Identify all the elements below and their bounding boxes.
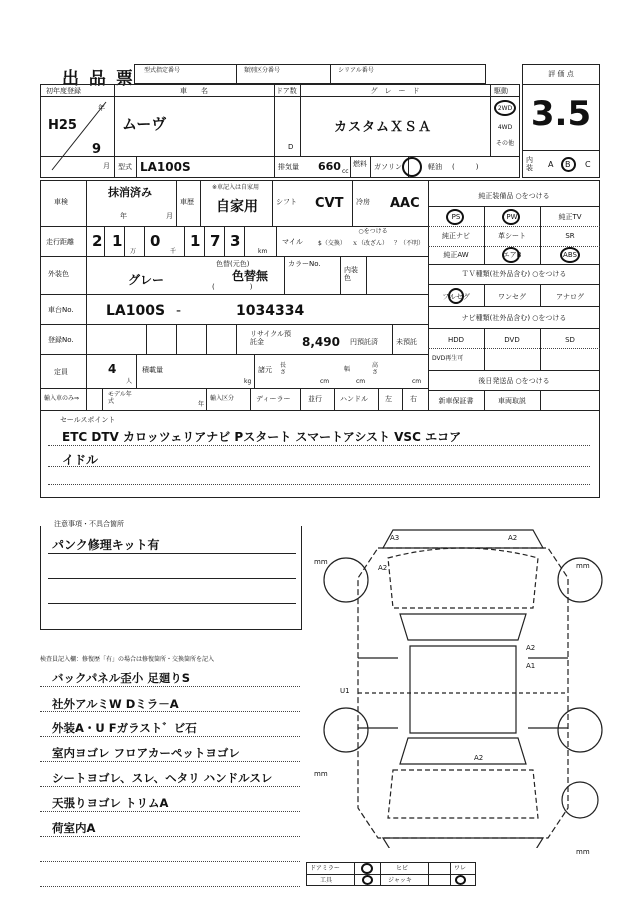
- insp-7: 荷室内A: [52, 821, 96, 835]
- windshield: [400, 614, 526, 640]
- year-suffix: 年: [98, 104, 105, 112]
- dvd-play: DVD再生可: [432, 355, 464, 362]
- sales-line-2: イドル: [62, 453, 99, 467]
- insp-6: 天張りヨゴレ トリムA: [52, 796, 169, 810]
- deposit-done: 円預託済: [350, 338, 378, 346]
- wheel-rr: [558, 708, 602, 752]
- hei-label: 高さ: [372, 362, 379, 376]
- tv-fullseg: フルセグ: [442, 293, 470, 301]
- eq-aw: 純正AW: [443, 251, 469, 259]
- fuel-other: ( ): [452, 163, 479, 171]
- wheel-fl: [324, 558, 368, 602]
- eq-leather: 革シート: [498, 232, 526, 240]
- odo-d6: 3: [230, 232, 241, 250]
- drive-4wd: 4WD: [497, 124, 513, 131]
- roof: [410, 646, 516, 733]
- inspect-month: 月: [166, 212, 173, 220]
- equip-title: 純正装備品 ○をつける: [478, 192, 550, 200]
- tv-title: ＴＶ種類(社外品含む) ○をつける: [461, 270, 567, 278]
- jack-ok-circle: [455, 875, 466, 885]
- mark-a2-fl: A2: [378, 564, 388, 572]
- import-kind-label: 輸入区分: [210, 395, 235, 402]
- eq-airbag: エアB: [502, 251, 522, 259]
- class-label: 類別区分番号: [244, 67, 281, 74]
- mile-tamper: ｘ（改ざん）: [352, 240, 389, 247]
- eq-ps: PS: [451, 213, 461, 221]
- mm-br: mm: [576, 848, 590, 856]
- chassis-model: LA100S: [106, 303, 166, 319]
- insp-2: 社外アルミW Dミラ－A: [52, 697, 179, 711]
- handle: ハンドル: [340, 395, 368, 403]
- dims-label: 諸元: [258, 366, 272, 374]
- navi-dvd: DVD: [504, 336, 520, 344]
- history-note: ※車記入は自家用: [212, 184, 260, 191]
- odo-d1: 2: [92, 232, 103, 250]
- recycle-value: 8,490: [302, 335, 340, 349]
- month-suffix: 月: [103, 162, 110, 170]
- serial-label: シリアル番号: [338, 67, 374, 74]
- import-label: 輸入車のみ⇒: [44, 395, 80, 402]
- sales-label: セールスポイント: [60, 416, 116, 424]
- mm-tr: mm: [576, 562, 590, 570]
- drive-other: その他: [495, 140, 514, 147]
- insp-5: シートヨゴレ、スレ、ヘタリ ハンドルスレ: [52, 771, 273, 785]
- handle-right: 右: [410, 395, 417, 403]
- wheel-rl: [324, 708, 368, 752]
- navi-hdd: HDD: [447, 336, 465, 344]
- later-manual: 車両取説: [498, 397, 526, 405]
- type-cert-label: 型式指定番号: [144, 67, 181, 74]
- tv-analog: アナログ: [556, 293, 584, 301]
- odo-sen: 千: [170, 248, 177, 255]
- drive-label: 駆動: [494, 87, 508, 95]
- tool-jack: ジャッキ: [388, 877, 412, 884]
- tool-tools: 工具: [320, 877, 333, 884]
- len-unit: cm: [320, 378, 330, 385]
- reg-label: 登録No.: [48, 336, 74, 344]
- eq-pw: PW: [506, 213, 518, 221]
- handle-left: 左: [385, 395, 392, 403]
- navi-title: ナビ種類(社外品含む) ○をつける: [461, 314, 567, 322]
- cap-unit: 人: [126, 378, 133, 385]
- car-diagram: [318, 518, 608, 848]
- mark-a2-side: A2: [526, 644, 536, 652]
- parallel: 並行: [308, 395, 322, 403]
- note-1: パンク修理キット有: [52, 538, 160, 552]
- tool-crack: ヒビ: [396, 865, 409, 872]
- eq-tv: 純正TV: [558, 213, 582, 221]
- inspect-label: 車検: [54, 198, 68, 206]
- first-reg-label: 初年度登録: [46, 87, 81, 95]
- mark-a2-front: A2: [508, 534, 518, 542]
- mark-u1: U1: [340, 687, 350, 695]
- model-value: LA100S: [140, 160, 191, 174]
- mileage-label: 走行距離: [46, 238, 74, 246]
- chassis-number: 1034334: [236, 303, 305, 319]
- mirror-ok-circle: [361, 863, 373, 874]
- odo-d5: 7: [210, 232, 221, 250]
- disp-value: 660: [318, 160, 341, 173]
- front-bumper: [383, 530, 543, 548]
- disp-label: 排気量: [278, 163, 299, 171]
- color-value: グレー: [128, 273, 165, 287]
- shift-value: CVT: [315, 196, 344, 211]
- sales-line-1: ETC DTV カロッツェリアナビ Pスタート スマートアシスト VSC エコア: [62, 430, 462, 444]
- mm-bl: mm: [314, 770, 328, 778]
- color-label: 外装色: [48, 270, 69, 278]
- interior-c: C: [585, 160, 591, 169]
- mark-a1: A1: [526, 662, 536, 670]
- recycle-label: リサイクル預託金: [250, 330, 292, 346]
- cap-value: 4: [108, 362, 117, 376]
- tool-break: ワレ: [454, 865, 467, 872]
- car-name: ムーヴ: [122, 115, 167, 133]
- wid-unit: cm: [356, 378, 366, 385]
- history-label: 車歴: [180, 198, 194, 206]
- ac-value: AAC: [390, 196, 420, 211]
- mile-label: マイル: [282, 238, 303, 246]
- interior-label: 内装: [526, 156, 533, 172]
- odo-man: 万: [130, 248, 137, 255]
- tool-mirror: ドアミラー: [310, 865, 340, 872]
- month-value: 9: [92, 142, 102, 157]
- dealer: ディーラー: [256, 395, 291, 403]
- navi-sd: SD: [565, 336, 575, 344]
- cap-label: 定員: [54, 368, 68, 376]
- fuel-gasoline: ガソリン: [374, 163, 402, 171]
- chassis-dash: -: [176, 303, 182, 319]
- odo-d3: 0: [150, 232, 161, 250]
- odo-d4: 1: [190, 232, 201, 250]
- history-value: 自家用: [216, 199, 258, 215]
- odo-d2: 1: [112, 232, 123, 250]
- fuel-diesel: 軽油: [428, 163, 442, 171]
- tv-oneseg: ワンセグ: [498, 293, 526, 301]
- insp-4: 室内ヨゴレ フロアカーペットヨゴレ: [52, 746, 240, 760]
- load-label: 積載量: [142, 366, 163, 374]
- mm-tl: mm: [314, 558, 328, 566]
- notes-label: 注意事項・不具合箇所: [54, 520, 124, 528]
- shift-label: シフト: [276, 198, 297, 206]
- deposit-not: 未預託: [396, 338, 417, 346]
- wid-label: 幅: [344, 366, 351, 373]
- hood: [388, 548, 538, 608]
- inspect-value: 抹消済み: [108, 186, 152, 199]
- ac-label: 冷房: [356, 198, 370, 206]
- insp-label: 検査員記入欄：修復歴「有」の場合は修復箇所・交換箇所を記入: [40, 656, 215, 663]
- form-title: 出 品 票: [62, 69, 135, 89]
- mark-a3: A3: [390, 534, 400, 542]
- doors-label: ドア数: [276, 87, 297, 95]
- insp-1: バックパネル歪小 足廻りS: [52, 671, 191, 685]
- odo-km: km: [258, 248, 268, 255]
- hei-unit: cm: [412, 378, 422, 385]
- rear-glass: [400, 738, 526, 764]
- drive-2wd: 2WD: [497, 105, 513, 112]
- eq-navi: 純正ナビ: [442, 232, 470, 240]
- repaint-value: 色替無: [232, 269, 269, 283]
- interior-a: A: [548, 160, 554, 169]
- rear-bumper: [383, 838, 543, 848]
- int-color-label: 内装色: [344, 266, 358, 282]
- interior-b: B: [565, 160, 571, 169]
- repaint-orig: ( ): [212, 283, 253, 291]
- score-label: 評 価 点: [548, 70, 574, 78]
- eq-abs: ABS: [563, 251, 577, 259]
- len-label: 長さ: [280, 362, 287, 376]
- score-value: 3.5: [530, 94, 592, 134]
- grade-value: カスタムＸＳＡ: [334, 120, 433, 135]
- eq-sr: SR: [565, 232, 575, 240]
- mile-unknown: ？（不明）: [394, 240, 425, 247]
- fuel-circle: [402, 157, 422, 177]
- later-title: 後日発送品 ○をつける: [478, 377, 550, 385]
- fuel-label: 燃料: [353, 160, 367, 168]
- repaint-label: 色替(元色): [216, 260, 250, 268]
- door-d: D: [288, 143, 294, 151]
- inspect-year: 年: [120, 212, 127, 220]
- model-year-unit: 年: [198, 401, 205, 408]
- load-unit: kg: [244, 378, 252, 385]
- name-label: 車 名: [180, 87, 208, 95]
- later-warranty: 新車保証書: [438, 397, 474, 405]
- mile-exchange: $（交換）: [318, 240, 346, 247]
- era-value: H25: [48, 118, 77, 133]
- insp-3: 外装A・U Fガラスト゛ビ石: [52, 721, 197, 735]
- cc-unit: cc: [342, 168, 349, 175]
- grade-label: グ レ ー ド: [370, 87, 420, 95]
- tools-ok-circle: [362, 875, 373, 885]
- header-codes: [134, 64, 486, 84]
- colorno-label: カラーNo.: [288, 260, 321, 268]
- chassis-label: 車台No.: [48, 306, 74, 314]
- mark-a2-rear: A2: [474, 754, 484, 762]
- mile-note: ○をつける: [358, 228, 388, 235]
- model-year-label: モデル年式: [108, 391, 132, 405]
- model-label: 型式: [118, 163, 132, 171]
- tailgate: [388, 770, 538, 818]
